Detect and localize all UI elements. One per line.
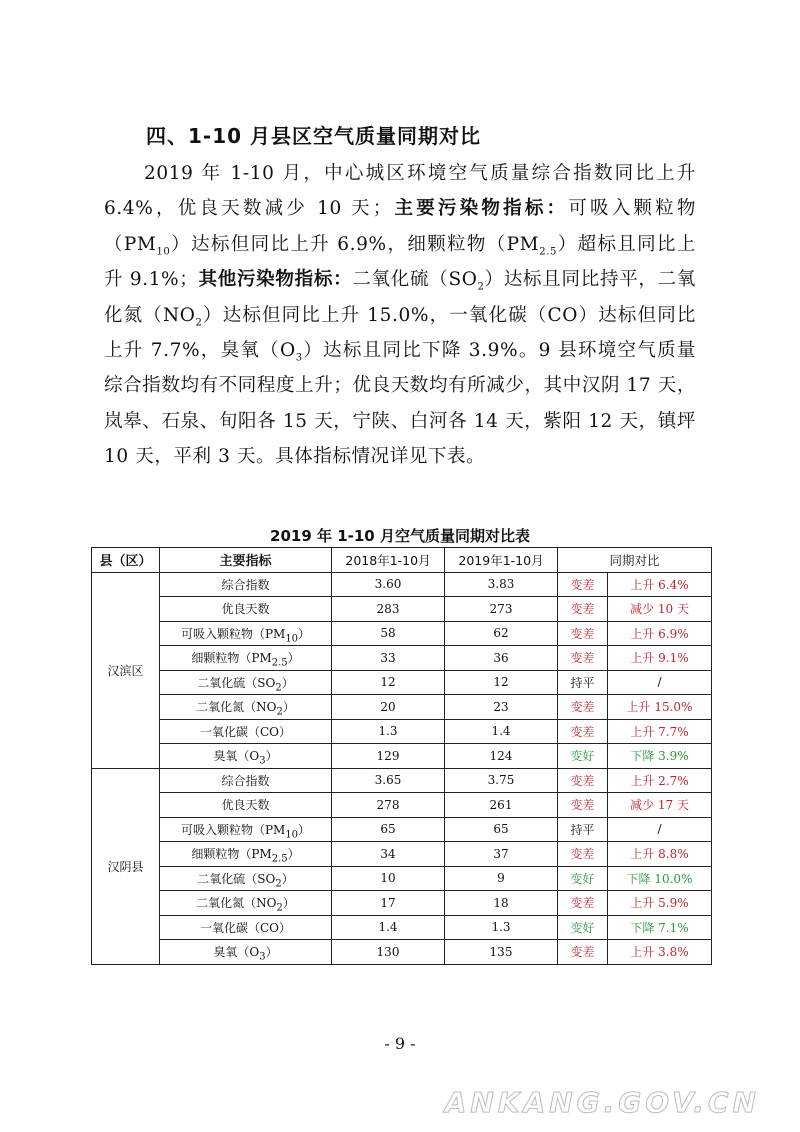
table-row (92, 744, 712, 769)
table-row (92, 646, 712, 671)
value-2018-cell: 3.65 (332, 768, 445, 793)
indicator-cell: 综合指数 (160, 572, 332, 597)
value-2019-cell: 3.83 (445, 572, 558, 597)
trend-cell: 变差 (558, 891, 608, 916)
table-body (92, 572, 712, 964)
change-cell: 上升 15.0% (608, 695, 712, 720)
indicator-cell: 优良天数 (160, 597, 332, 622)
indicator-cell: 可吸入颗粒物$(PM_{10})$ (160, 621, 332, 646)
value-2018-cell: 10 (332, 866, 445, 891)
header-2019: 2019年1-10月 (445, 548, 558, 573)
indicator-cell: 一氧化碳（CO） (160, 915, 332, 940)
change-cell: 上升 6.9% (608, 621, 712, 646)
trend-cell: 变好 (558, 866, 608, 891)
value-2018-cell: 12 (332, 670, 445, 695)
value-2019-cell: 1.4 (445, 719, 558, 744)
site-watermark: ANKANG.GOV.CN (444, 1086, 760, 1119)
table-row (92, 695, 712, 720)
county-cell: 汉滨区 (92, 572, 160, 768)
trend-cell: 变差 (558, 842, 608, 867)
change-cell: 减少 17 天 (608, 793, 712, 818)
value-2018-cell: 65 (332, 817, 445, 842)
trend-cell: 持平 (558, 817, 608, 842)
body-paragraph: 2019 年 1-10 月，中心城区环境空气质量综合指数同比上升 6.4%，优良天数减少 10 天；主要污染物指标：可吸入颗粒物$(PM_{10})$达标但同比上升 6.9%，细颗粒物$(PM_{2.5})$超标且同比上升 9.1%；其他污染物指标：二氧化硫$(SO_2)$达标且同比持平，二氧化氮$(NO_2)$达标但同比上升 15.0%，一氧化碳（CO）达标但同比上升 7.7%，臭氧$(O_3)$达标且同比下降 3.9%。9 县环境空气质量综合指数均有不同程度上升；优良天数均有所减少，其中汉阴 17 天，岚皋、石泉、旬阳各 15 天，宁陕、白河各 14 天，紫阳 12 天，镇坪 10 天，平利 3 天。具体指标情况详见下表。 (104, 163, 696, 468)
change-cell: 下降 3.9% (608, 744, 712, 769)
trend-cell: 持平 (558, 670, 608, 695)
page-number: - 9 - (384, 1034, 416, 1053)
value-2018-cell: 3.60 (332, 572, 445, 597)
change-cell: 减少 10 天 (608, 597, 712, 622)
value-2018-cell: 33 (332, 646, 445, 671)
indicator-cell: 细颗粒物$(PM_{2.5})$ (160, 646, 332, 671)
header-compare: 同期对比 (558, 548, 712, 573)
trend-cell: 变差 (558, 597, 608, 622)
trend-cell: 变差 (558, 621, 608, 646)
change-cell: 上升 6.4% (608, 572, 712, 597)
indicator-cell: 细颗粒物$(PM_{2.5})$ (160, 842, 332, 867)
value-2019-cell: 18 (445, 891, 558, 916)
value-2019-cell: 9 (445, 866, 558, 891)
header-indicator: 主要指标 (160, 548, 332, 573)
change-cell: 下降 7.1% (608, 915, 712, 940)
indicator-cell: 可吸入颗粒物$(PM_{10})$ (160, 817, 332, 842)
table-title: 2019 年 1-10 月空气质量同期对比表 (270, 527, 530, 545)
trend-cell: 变差 (558, 719, 608, 744)
value-2019-cell: 273 (445, 597, 558, 622)
indicator-cell: 二氧化氮$(NO_2)$ (160, 695, 332, 720)
table-row (92, 670, 712, 695)
change-cell: 上升 9.1% (608, 646, 712, 671)
trend-cell: 变差 (558, 793, 608, 818)
table-row (92, 866, 712, 891)
trend-cell: 变好 (558, 915, 608, 940)
value-2018-cell: 130 (332, 940, 445, 965)
table-row (92, 891, 712, 916)
value-2019-cell: 1.3 (445, 915, 558, 940)
indicator-cell: 二氧化氮$(NO_2)$ (160, 891, 332, 916)
change-cell: 下降 10.0% (608, 866, 712, 891)
table-row (92, 915, 712, 940)
trend-cell: 变差 (558, 940, 608, 965)
trend-cell: 变差 (558, 646, 608, 671)
trend-cell: 变好 (558, 744, 608, 769)
header-2018: 2018年1-10月 (332, 548, 445, 573)
table-row (92, 572, 712, 597)
change-cell: 上升 3.8% (608, 940, 712, 965)
indicator-cell: 优良天数 (160, 793, 332, 818)
change-cell: / (608, 817, 712, 842)
change-cell: 上升 8.8% (608, 842, 712, 867)
county-cell: 汉阴县 (92, 768, 160, 964)
change-cell: 上升 7.7% (608, 719, 712, 744)
value-2018-cell: 1.3 (332, 719, 445, 744)
table-row (92, 940, 712, 965)
value-2019-cell: 124 (445, 744, 558, 769)
change-cell: 上升 5.9% (608, 891, 712, 916)
value-2019-cell: 65 (445, 817, 558, 842)
header-county: 县（区） (92, 548, 160, 573)
trend-cell: 变差 (558, 768, 608, 793)
value-2018-cell: 34 (332, 842, 445, 867)
table-row (92, 719, 712, 744)
table-row (92, 793, 712, 818)
indicator-cell: 臭氧$(O_3)$ (160, 940, 332, 965)
value-2018-cell: 129 (332, 744, 445, 769)
indicator-cell: 二氧化硫$(SO_2)$ (160, 670, 332, 695)
value-2019-cell: 62 (445, 621, 558, 646)
indicator-cell: 综合指数 (160, 768, 332, 793)
change-cell: / (608, 670, 712, 695)
indicator-cell: 臭氧$(O_3)$ (160, 744, 332, 769)
section-heading: 四、1-10 月县区空气质量同期对比 (146, 124, 482, 148)
table-row (92, 621, 712, 646)
value-2019-cell: 261 (445, 793, 558, 818)
table-row (92, 842, 712, 867)
value-2019-cell: 36 (445, 646, 558, 671)
trend-cell: 变差 (558, 572, 608, 597)
value-2019-cell: 135 (445, 940, 558, 965)
value-2019-cell: 3.75 (445, 768, 558, 793)
trend-cell: 变差 (558, 695, 608, 720)
value-2019-cell: 12 (445, 670, 558, 695)
comparison-table (91, 547, 712, 965)
table-row (92, 768, 712, 793)
indicator-cell: 二氧化硫$(SO_2)$ (160, 866, 332, 891)
value-2018-cell: 17 (332, 891, 445, 916)
table-header-row (92, 548, 712, 573)
table-row (92, 817, 712, 842)
value-2019-cell: 23 (445, 695, 558, 720)
change-cell: 上升 2.7% (608, 768, 712, 793)
value-2019-cell: 37 (445, 842, 558, 867)
value-2018-cell: 283 (332, 597, 445, 622)
value-2018-cell: 278 (332, 793, 445, 818)
indicator-cell: 一氧化碳（CO） (160, 719, 332, 744)
value-2018-cell: 1.4 (332, 915, 445, 940)
value-2018-cell: 58 (332, 621, 445, 646)
value-2018-cell: 20 (332, 695, 445, 720)
table-row (92, 597, 712, 622)
